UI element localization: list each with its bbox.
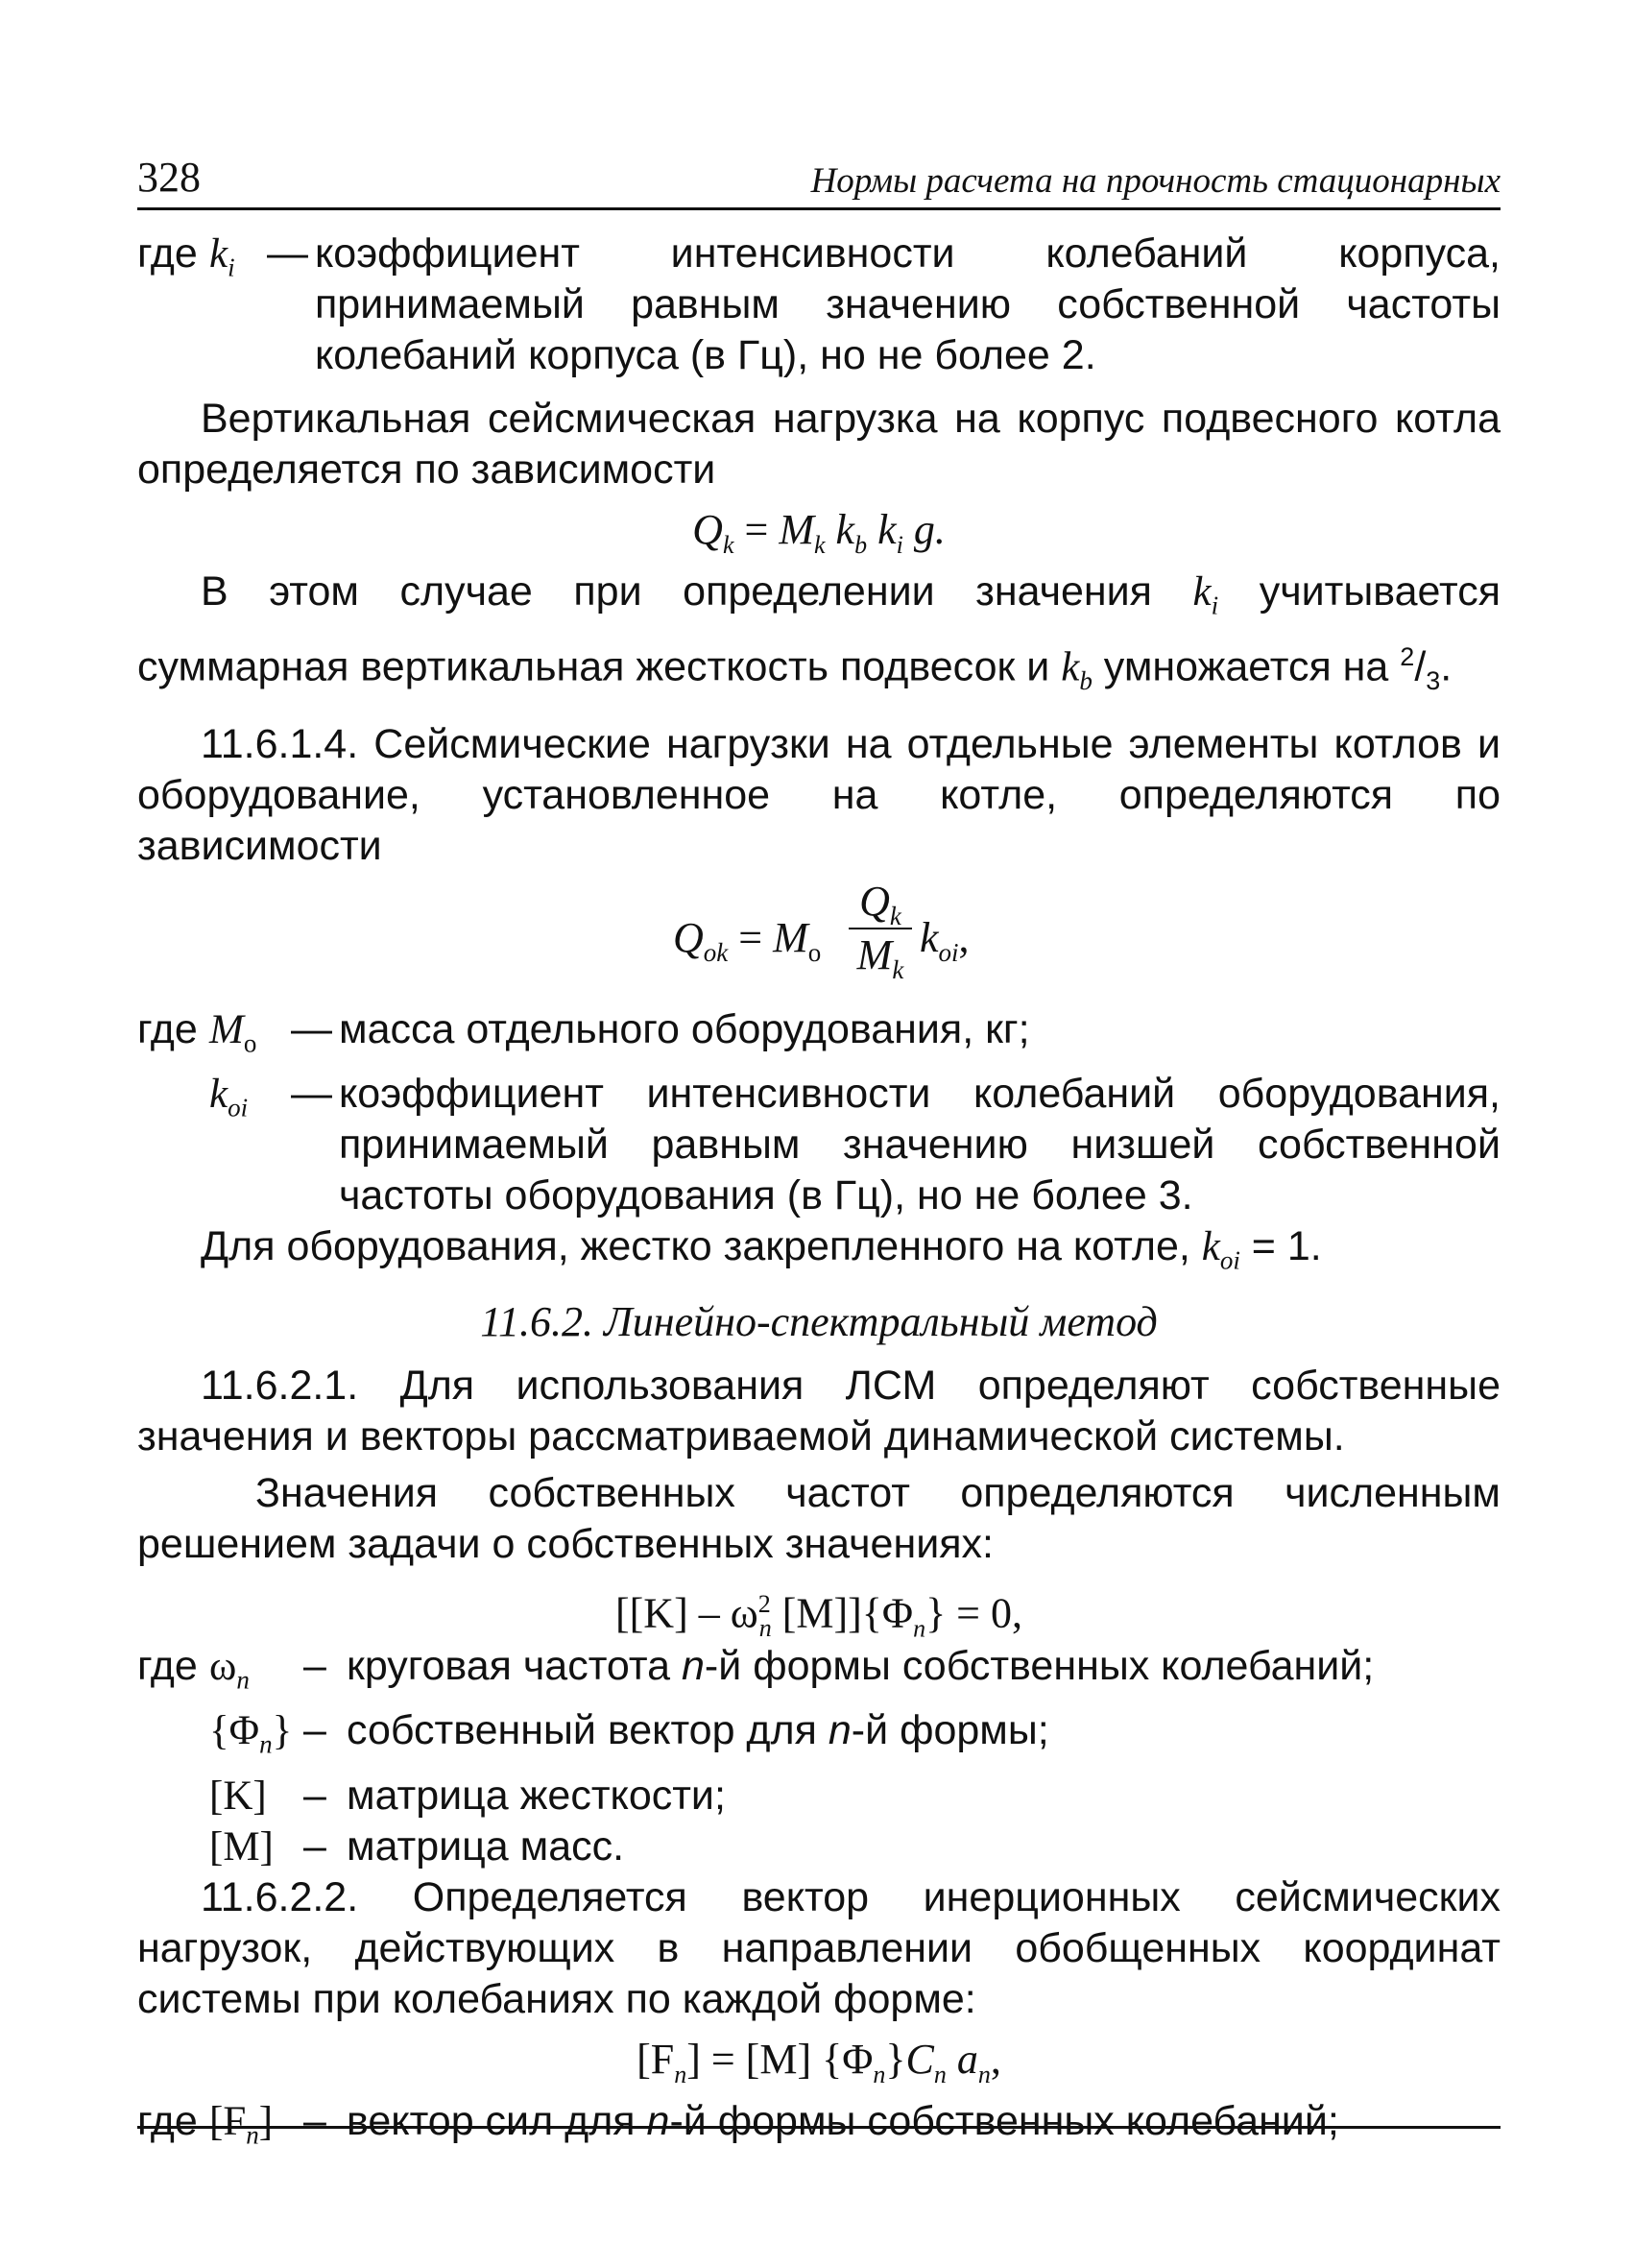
- definition-mo-text: масса отдельного оборудования, кг;: [339, 1005, 1030, 1052]
- definition-omega: [137, 1641, 1501, 1706]
- definition-dash: –: [303, 2097, 326, 2144]
- definition-m-matrix: [137, 1822, 1501, 1872]
- definition-dash: —: [291, 1005, 332, 1052]
- definition-omega-text: круговая частота n-й формы собственных колебаний;: [347, 1642, 1375, 1689]
- definition-koi-text: коэффициент интенсивности колебаний оборудования, принимаемый равным значению низшей собственной частоты оборудования (в Гц), но не более 3.: [339, 1071, 1501, 1219]
- paragraph-case: В этом случае при определении значения $k_i$ учитывается суммарная вертикальная жесткость подвесок и $k_b$ умножается на $^2/_3$.: [137, 568, 1501, 695]
- book-page: [137, 144, 1501, 2160]
- paragraph-11-6-1-4: 11.6.1.4. Сейсмические нагрузки на отдельные элементы котлов и оборудование, установленное на котле, определяются по зависимости: [137, 720, 1501, 869]
- formula-qok-lhs: $Q_{ok} = M_o$: [673, 913, 822, 967]
- definition-dash: –: [303, 1707, 326, 1754]
- formula-qok: [137, 876, 1501, 997]
- where-word: где: [137, 1005, 198, 1052]
- definition-dash: —: [267, 230, 308, 277]
- symbol-mo: $M_o$: [209, 1006, 257, 1058]
- symbol-m-matrix: [M]: [209, 1823, 274, 1870]
- where-word: где: [137, 1642, 198, 1689]
- page-body: [137, 229, 1501, 2160]
- definition-m-text: матрица масс.: [347, 1822, 625, 1870]
- definition-k-text: матрица жесткости;: [347, 1772, 726, 1819]
- formula-qok-fraction: $Q_k$ $M_k$: [843, 876, 918, 981]
- paragraph-rigid: Для оборудования, жестко закрепленного на котле, $k_{oi} = 1$.: [201, 1223, 1322, 1275]
- definition-k-matrix: [137, 1771, 1501, 1822]
- paragraph-11-6-2-1: 11.6.2.1. Для использования ЛСМ определяют собственные значения и векторы рассматриваемой динамической системы.: [137, 1362, 1501, 1460]
- symbol-k-matrix: [K]: [209, 1773, 267, 1819]
- formula-eigen: [$[K] - \omega^2_n$ $[M]]\{\Phi_n\} = 0$,: [614, 1589, 1022, 1643]
- page-header: [137, 144, 1501, 210]
- definition-koi: [137, 1069, 1501, 1221]
- symbol-phi: $\{\Phi_n\}$: [209, 1708, 293, 1759]
- definition-dash: –: [303, 1772, 326, 1819]
- definition-ki-text: коэффициент интенсивности колебаний корпуса, принимаемый равным значению собственной частоты колебаний корпуса (в Гц), но не более 2.: [315, 230, 1501, 378]
- symbol-force: $[F_n]$: [209, 2098, 274, 2150]
- definition-mo: [137, 1004, 1501, 1070]
- footer-rule: [137, 2126, 1501, 2129]
- symbol-ki: $k_i$: [209, 231, 235, 282]
- definition-ki: [137, 229, 1501, 381]
- paragraph-frequencies: Значения собственных частот определяются численным решением задачи о собственных значениях:: [137, 1469, 1501, 1567]
- definition-dash: –: [303, 1642, 326, 1689]
- symbol-koi: $k_{oi}$: [209, 1072, 249, 1122]
- formula-qk: $Q_k = M_k$ $k_b$ $k_i$ g.: [692, 506, 946, 559]
- page-number: 328: [137, 154, 201, 201]
- paragraph-vertical-load: Вертикальная сейсмическая нагрузка на корпус подвесного котла определяется по зависимости: [137, 396, 1501, 493]
- symbol-omega: $\omega_n$: [209, 1643, 250, 1695]
- section-title: 11.6.2. Линейно-спектральный метод: [480, 1297, 1158, 1345]
- where-word: где: [137, 2097, 198, 2144]
- formula-force: $[F_n] = [M]$ $\{\Phi_n\}C_n$ $a_n$,: [636, 2035, 1001, 2088]
- running-head: Нормы расчета на прочность стационарных: [810, 161, 1501, 201]
- where-word: где: [137, 230, 198, 277]
- definition-dash: —: [291, 1071, 332, 1118]
- definition-phi-text: собственный вектор для n-й формы;: [347, 1707, 1049, 1754]
- definition-dash: –: [303, 1822, 326, 1870]
- definition-phi: [137, 1705, 1501, 1771]
- paragraph-11-6-2-2: 11.6.2.2. Определяется вектор инерционных сейсмических нагрузок, действующих в направлении обобщенных координат системы при колебаниях по каждой форме:: [137, 1873, 1501, 2022]
- definition-force-text: вектор сил для n-й формы собственных колебаний;: [347, 2097, 1339, 2144]
- formula-qok-rhs: $k_{oi}$,: [920, 913, 970, 967]
